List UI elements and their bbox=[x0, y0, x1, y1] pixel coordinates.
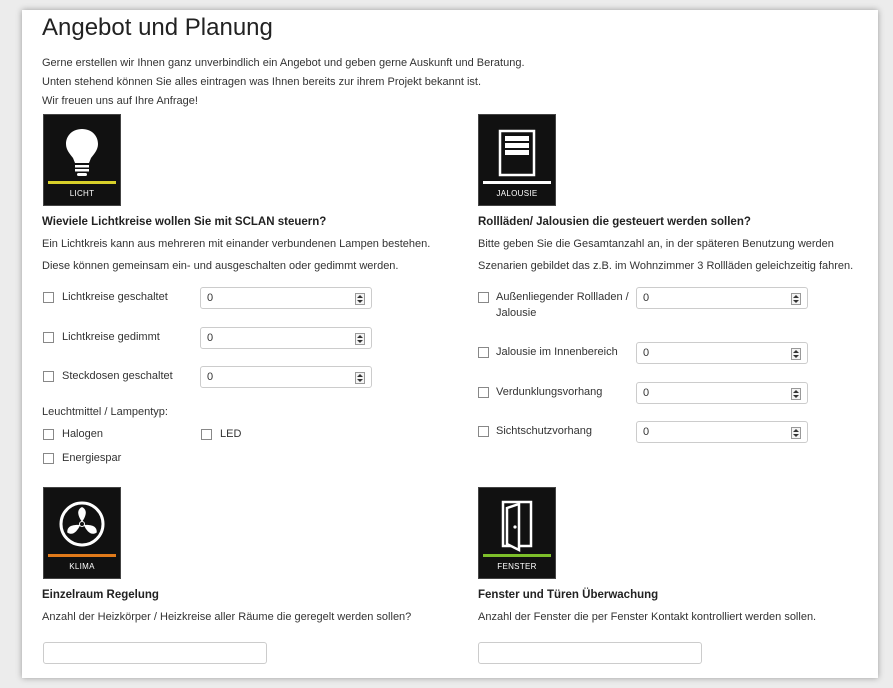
spinner-icon[interactable] bbox=[355, 372, 365, 384]
fenster-heading: Fenster und Türen Überwachung bbox=[478, 589, 659, 601]
lamp-type-label: Leuchtmittel / Lampentyp: bbox=[42, 406, 168, 418]
label-steckdosen-geschaltet: Steckdosen geschaltet bbox=[62, 370, 173, 382]
klima-tile bbox=[43, 487, 121, 579]
label-jalousie-innenbereich: Jalousie im Innenbereich bbox=[496, 346, 618, 358]
input-heizkreise[interactable] bbox=[43, 642, 267, 664]
licht-tile bbox=[43, 114, 121, 206]
checkbox-jalousie-innenbereich[interactable] bbox=[478, 347, 489, 358]
fenster-description: Anzahl der Fenster die per Fenster Kontakt kontrolliert werden sollen. bbox=[478, 611, 817, 623]
checkbox-steckdosen-geschaltet[interactable] bbox=[43, 371, 54, 382]
jalousie-description bbox=[478, 233, 853, 277]
page-title: Angebot und Planung bbox=[42, 14, 273, 41]
spinner-icon[interactable] bbox=[355, 293, 365, 305]
jalousie-tile bbox=[478, 114, 556, 206]
fenster-tile bbox=[478, 487, 556, 579]
spinner-icon[interactable] bbox=[791, 348, 801, 360]
label-sichtschutzvorhang: Sichtschutzvorhang bbox=[496, 425, 592, 437]
checkbox-verdunklungsvorhang[interactable] bbox=[478, 387, 489, 398]
input-value: 0 bbox=[207, 371, 214, 383]
intro-text bbox=[42, 54, 525, 111]
licht-description bbox=[42, 233, 430, 277]
checkbox-led[interactable] bbox=[201, 429, 212, 440]
jalousie-desc-line: Bitte geben Sie die Gesamtanzahl an, in der späteren Benutzung werden bbox=[478, 238, 834, 250]
input-value: 0 bbox=[643, 426, 650, 438]
lightbulb-icon bbox=[44, 115, 120, 181]
spinner-icon[interactable] bbox=[791, 427, 801, 439]
checkbox-lichtkreise-gedimmt[interactable] bbox=[43, 332, 54, 343]
label-led: LED bbox=[220, 428, 242, 440]
input-lichtkreise-geschaltet[interactable] bbox=[200, 287, 372, 309]
label-verdunklungsvorhang: Verdunklungsvorhang bbox=[496, 386, 603, 398]
klima-accent-bar bbox=[48, 554, 116, 557]
input-sichtschutzvorhang[interactable] bbox=[636, 421, 808, 443]
label-halogen: Halogen bbox=[62, 428, 103, 440]
licht-desc-line: Ein Lichtkreis kann aus mehreren mit einander verbundenen Lampen bestehen. bbox=[42, 238, 431, 250]
input-fenster[interactable] bbox=[478, 642, 702, 664]
label-aussenliegender-rollladen: Außenliegender Rollladen / Jalousie bbox=[496, 291, 629, 319]
label-energiespar: Energiespar bbox=[62, 452, 122, 464]
input-jalousie-innenbereich[interactable] bbox=[636, 342, 808, 364]
licht-accent-bar bbox=[48, 181, 116, 184]
licht-tile-label: LICHT bbox=[69, 189, 95, 198]
jalousie-heading: Rollläden/ Jalousien die gesteuert werden sollen? bbox=[478, 216, 751, 228]
input-lichtkreise-gedimmt[interactable] bbox=[200, 327, 372, 349]
spinner-icon[interactable] bbox=[791, 388, 801, 400]
licht-heading: Wieviele Lichtkreise wollen Sie mit SCLAN steuern? bbox=[42, 216, 327, 228]
jalousie-tile-label: JALOUSIE bbox=[496, 189, 538, 198]
input-steckdosen-geschaltet[interactable] bbox=[200, 366, 372, 388]
input-value: 0 bbox=[207, 332, 214, 344]
label-lichtkreise-geschaltet: Lichtkreise geschaltet bbox=[62, 291, 168, 303]
intro-line: Unten stehend können Sie alles eintragen was Ihnen bereits zur ihrem Projekt bekannt ist. bbox=[42, 76, 482, 88]
klima-description: Anzahl der Heizkörper / Heizkreise aller Räume die geregelt werden sollen? bbox=[42, 611, 412, 623]
fenster-accent-bar bbox=[483, 554, 551, 557]
fan-icon bbox=[44, 488, 120, 554]
checkbox-aussenliegender-rollladen[interactable] bbox=[478, 292, 489, 303]
input-value: 0 bbox=[643, 387, 650, 399]
checkbox-energiespar[interactable] bbox=[43, 453, 54, 464]
input-aussenliegender-rollladen[interactable] bbox=[636, 287, 808, 309]
intro-line: Gerne erstellen wir Ihnen ganz unverbindlich ein Angebot und geben gerne Auskunft und Beratung. bbox=[42, 57, 525, 69]
input-value: 0 bbox=[207, 292, 214, 304]
jalousie-desc-line: Szenarien gebildet das z.B. im Wohnzimmer 3 Rollläden geleichzeitig fahren. bbox=[478, 260, 854, 272]
checkbox-halogen[interactable] bbox=[43, 429, 54, 440]
licht-desc-line: Diese können gemeinsam ein- und ausgeschalten oder gedimmt werden. bbox=[42, 260, 399, 272]
input-value: 0 bbox=[643, 292, 650, 304]
jalousie-accent-bar bbox=[483, 181, 551, 184]
intro-line: Wir freuen uns auf Ihre Anfrage! bbox=[42, 95, 198, 107]
input-verdunklungsvorhang[interactable] bbox=[636, 382, 808, 404]
checkbox-sichtschutzvorhang[interactable] bbox=[478, 426, 489, 437]
spinner-icon[interactable] bbox=[791, 293, 801, 305]
blinds-icon bbox=[479, 115, 555, 181]
checkbox-lichtkreise-geschaltet[interactable] bbox=[43, 292, 54, 303]
input-value: 0 bbox=[643, 347, 650, 359]
spinner-icon[interactable] bbox=[355, 333, 365, 345]
label-lichtkreise-gedimmt: Lichtkreise gedimmt bbox=[62, 331, 160, 343]
klima-heading: Einzelraum Regelung bbox=[42, 589, 159, 601]
klima-tile-label: KLIMA bbox=[69, 562, 95, 571]
form-card bbox=[22, 10, 878, 678]
fenster-tile-label: FENSTER bbox=[497, 562, 537, 571]
door-icon bbox=[479, 488, 555, 554]
